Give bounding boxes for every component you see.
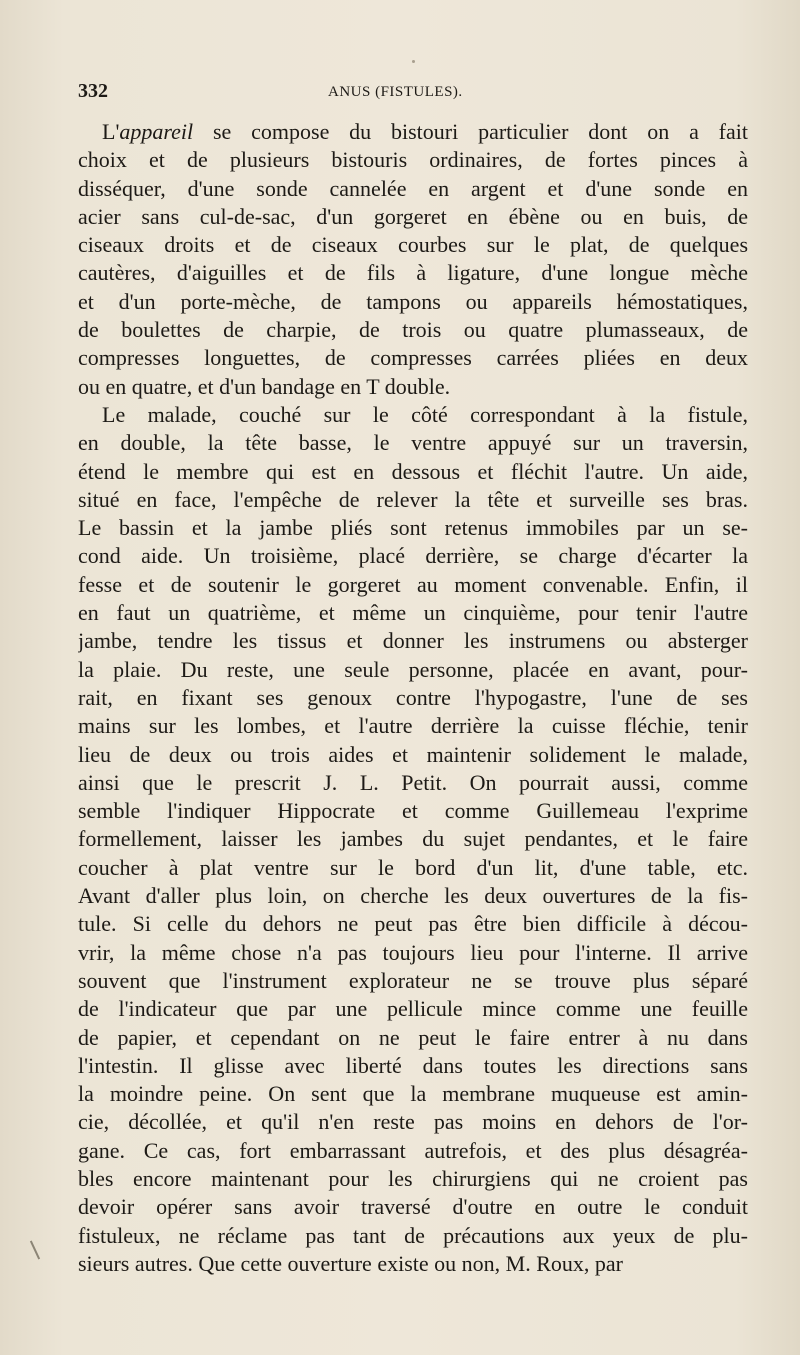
text-line: de papier, et cependant on ne peut le faire entrer à nu dans — [78, 1024, 748, 1050]
text-line: ainsi que le prescrit J. L. Petit. On pourrait aussi, comme — [78, 769, 748, 795]
text-line: la moindre peine. On sent que la membrane muqueuse est amin- — [78, 1081, 748, 1107]
running-head: ANUS (FISTULES). — [328, 84, 463, 100]
page-header — [78, 80, 748, 110]
text-line: formellement, laisser les jambes du sujet pendantes, et le faire — [78, 826, 748, 852]
text-line: devoir opérer sans avoir traversé d'outre en outre le conduit — [78, 1194, 748, 1220]
paragraph — [78, 401, 748, 1278]
text-line: la plaie. Du reste, une seule personne, placée en avant, pour- — [78, 656, 748, 682]
text-line: souvent que l'instrument explorateur ne se trouve plus séparé — [78, 967, 748, 993]
italic-term: appareil — [119, 119, 194, 144]
text-line: étend le membre qui est en dessous et fléchit l'autre. Un aide, — [78, 458, 748, 484]
text-line: cond aide. Un troisième, placé derrière, se charge d'écarter la — [78, 543, 748, 569]
text-line: disséquer, d'une sonde cannelée en argent et d'une sonde en — [78, 175, 748, 201]
text-line: acier sans cul-de-sac, d'un gorgeret en ébène ou en buis, de — [78, 203, 748, 229]
text-line: Le bassin et la jambe pliés sont retenus immobiles par un se- — [78, 515, 748, 541]
text-line: fistuleux, ne réclame pas tant de précautions aux yeux de plu- — [78, 1222, 748, 1248]
text-run: se compose du bistouri particulier dont on a fait — [193, 119, 748, 144]
text-line: compresses longuettes, de compresses carrées pliées en deux — [78, 345, 748, 371]
text-line: de l'indicateur que par une pellicule mince comme une feuille — [78, 996, 748, 1022]
text-line: cie, décollée, et qu'il n'en reste pas moins en dehors de l'or- — [78, 1109, 748, 1135]
text-line: l'intestin. Il glisse avec liberté dans toutes les directions sans — [78, 1052, 748, 1078]
text-line: lieu de deux ou trois aides et maintenir solidement le malade, — [78, 741, 748, 767]
margin-mark — [30, 1241, 40, 1260]
text-line: et d'un porte-mèche, de tampons ou appareils hémostatiques, — [78, 288, 748, 314]
text-line: ou en quatre, et d'un bandage en T double. — [78, 373, 451, 399]
text-line: semble l'indiquer Hippocrate et comme Guillemeau l'exprime — [78, 798, 748, 824]
text-line: vrir, la même chose n'a pas toujours lieu pour l'interne. Il arrive — [78, 939, 748, 965]
text-line: choix et de plusieurs bistouris ordinaires, de fortes pinces à — [78, 147, 748, 173]
text-line: sieurs autres. Que cette ouverture existe ou non, M. Roux, par — [78, 1250, 623, 1276]
text-line: Le malade, couché sur le côté correspondant à la fistule, — [102, 401, 748, 427]
text-line: en faut un quatrième, et même un cinquième, pour tenir l'autre — [78, 600, 748, 626]
text-line: jambe, tendre les tissus et donner les instrumens ou absterger — [78, 628, 748, 654]
text-line: fesse et de soutenir le gorgeret au moment convenable. Enfin, il — [78, 571, 748, 597]
text-line: situé en face, l'empêche de relever la tête et surveille ses bras. — [78, 486, 748, 512]
text-line: cautères, d'aiguilles et de fils à ligature, d'une longue mèche — [78, 260, 748, 286]
page-number: 332 — [78, 80, 108, 102]
text-line: de boulettes de charpie, de trois ou quatre plumasseaux, de — [78, 317, 748, 343]
text-line: gane. Ce cas, fort embarrassant autrefois, et des plus désagréa- — [78, 1137, 748, 1163]
body-text — [78, 118, 748, 1278]
text-run: L' — [102, 119, 120, 144]
text-line: coucher à plat ventre sur le bord d'un lit, d'une table, etc. — [78, 854, 748, 880]
text-line: mains sur les lombes, et l'autre derrière la cuisse fléchie, tenir — [78, 713, 748, 739]
paper-speck — [412, 60, 415, 63]
text-line: Avant d'aller plus loin, on cherche les deux ouvertures de la fis- — [78, 883, 748, 909]
text-line: en double, la tête basse, le ventre appuyé sur un traversin, — [78, 430, 748, 456]
text-line: bles encore maintenant pour les chirurgiens qui ne croient pas — [78, 1165, 748, 1191]
text-line — [78, 118, 748, 146]
text-line: tule. Si celle du dehors ne peut pas être bien difficile à décou- — [78, 911, 748, 937]
text-line: rait, en fixant ses genoux contre l'hypogastre, l'une de ses — [78, 684, 748, 710]
text-line: ciseaux droits et de ciseaux courbes sur le plat, de quelques — [78, 232, 748, 258]
paragraph — [78, 118, 748, 401]
